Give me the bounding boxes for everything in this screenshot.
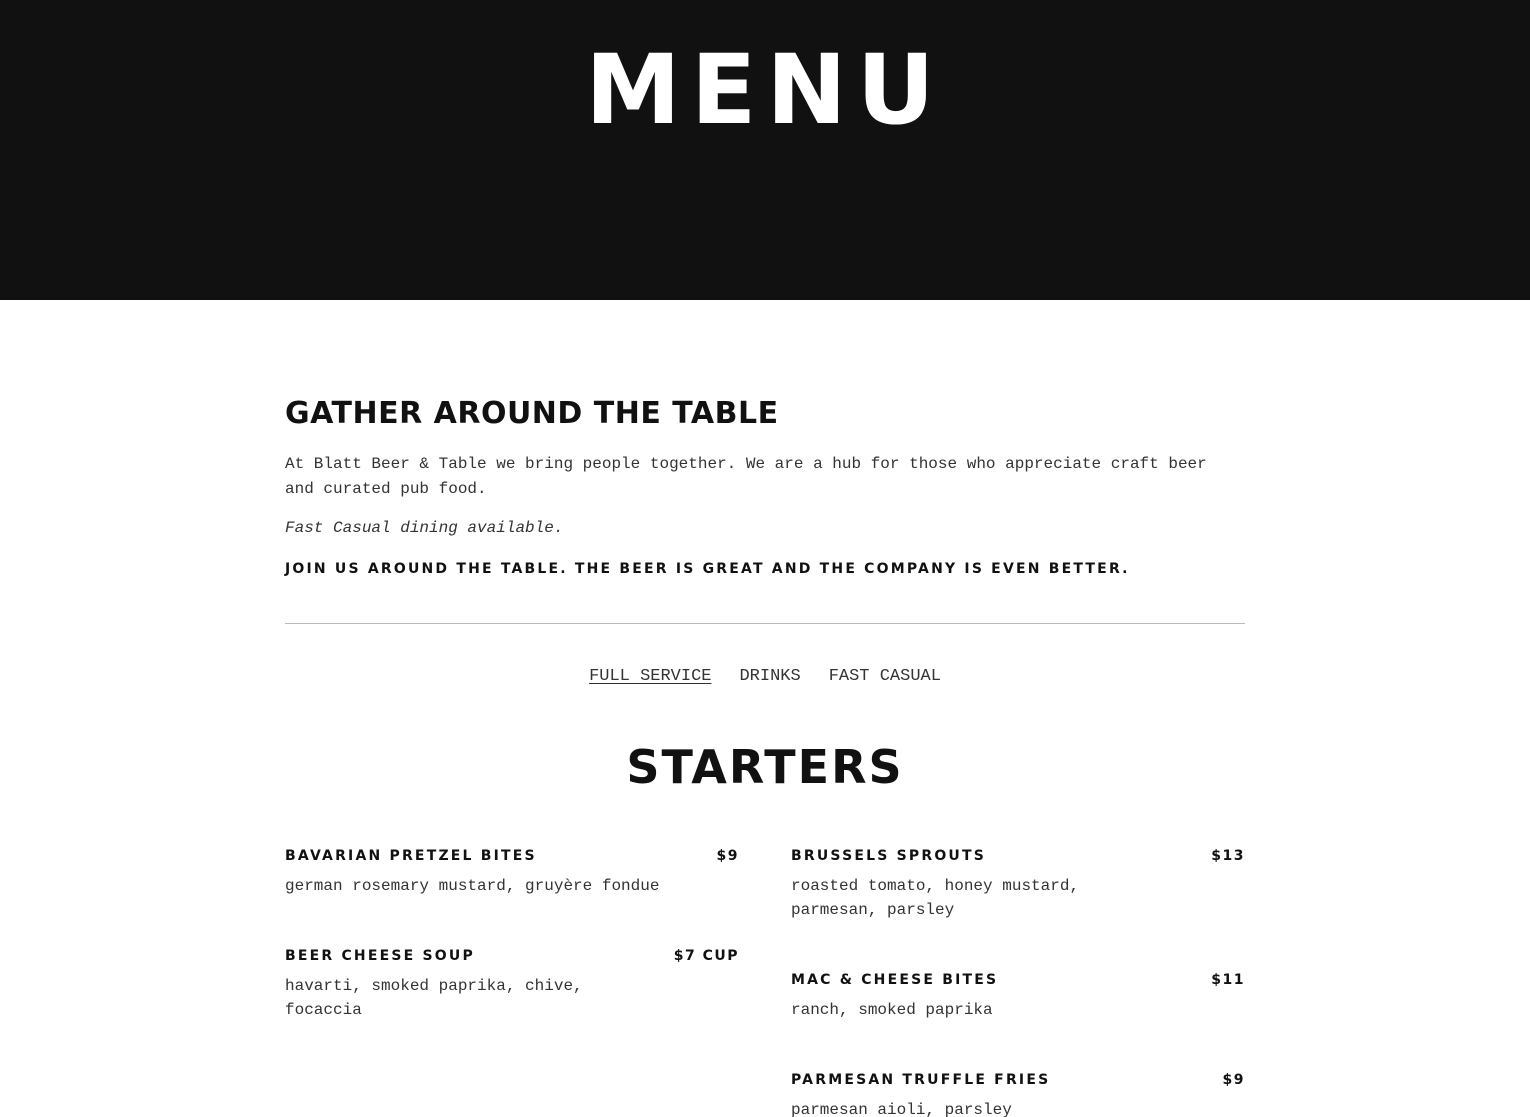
- item-name: MAC & CHEESE BITES: [791, 972, 999, 988]
- menu-item: [285, 948, 739, 1022]
- menu-tabs: [285, 665, 1245, 689]
- hero-banner: [0, 0, 1530, 300]
- item-price: $11: [1211, 972, 1245, 988]
- item-description: ranch, smoked paprika: [791, 1001, 993, 1019]
- item-description: roasted tomato, honey mustard, parmesan, parsley: [791, 877, 1080, 919]
- item-price: $7 CUP: [673, 948, 739, 964]
- section-divider: [285, 623, 1245, 624]
- menu-item: [791, 1072, 1245, 1117]
- menu-item: [285, 848, 739, 898]
- item-name: BEER CHEESE SOUP: [285, 948, 475, 964]
- page-title: MENU: [585, 34, 945, 146]
- item-price: $9: [716, 848, 739, 864]
- item-description: german rosemary mustard, gruyère fondue: [285, 877, 660, 895]
- tab-fast-casual[interactable]: FAST CASUAL: [828, 667, 941, 686]
- item-name: BAVARIAN PRETZEL BITES: [285, 848, 537, 864]
- item-price: $13: [1211, 848, 1245, 864]
- menu-item: [791, 848, 1245, 922]
- intro-heading: GATHER AROUND THE TABLE: [285, 396, 779, 431]
- section-title-starters: STARTERS: [626, 740, 904, 794]
- menu-item: [791, 972, 1245, 1022]
- intro-tagline: JOIN US AROUND THE TABLE. THE BEER IS GREAT AND THE COMPANY IS EVEN BETTER.: [285, 561, 1130, 577]
- item-description: havarti, smoked paprika, chive, focaccia: [285, 977, 583, 1019]
- item-description: parmesan aioli, parsley: [791, 1101, 1012, 1117]
- item-name: PARMESAN TRUFFLE FRIES: [791, 1072, 1051, 1088]
- tab-full-service[interactable]: FULL SERVICE: [589, 667, 712, 686]
- item-price: $9: [1222, 1072, 1245, 1088]
- intro-body: At Blatt Beer & Table we bring people together. We are a hub for those who appreciate craft beer and curated pub food.: [285, 455, 1207, 498]
- tab-drinks[interactable]: DRINKS: [739, 667, 801, 686]
- item-name: BRUSSELS SPROUTS: [791, 848, 987, 864]
- intro-note: Fast Casual dining available.: [285, 519, 564, 537]
